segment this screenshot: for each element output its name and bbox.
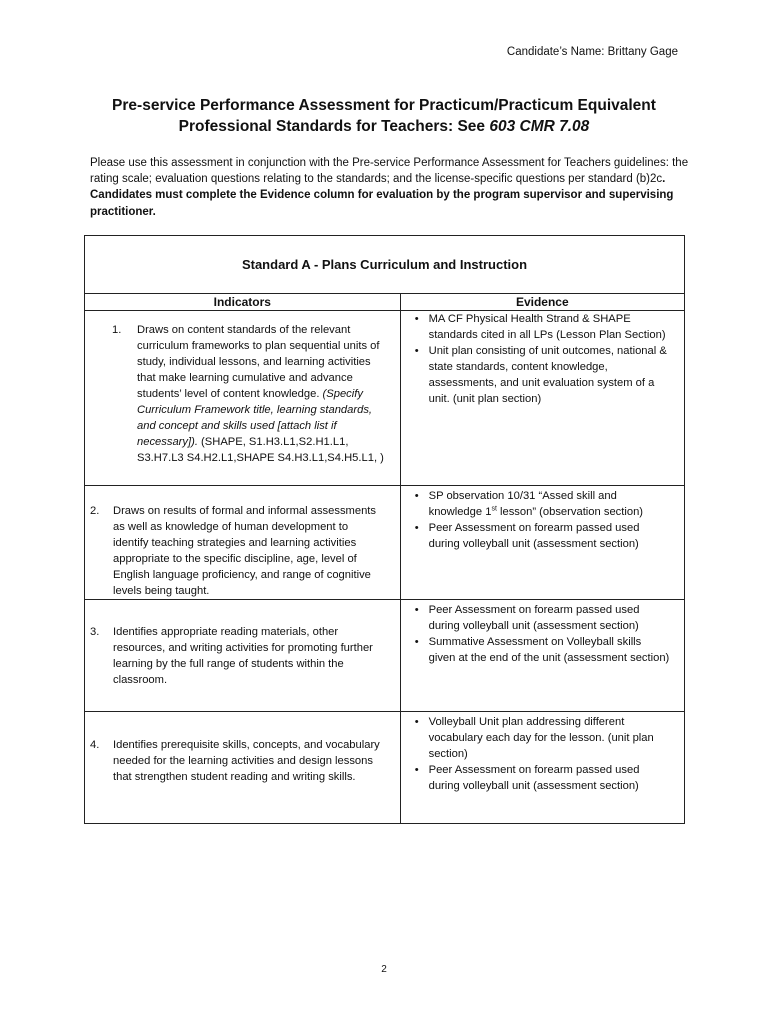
bullet: • xyxy=(414,490,419,502)
list-item xyxy=(401,311,684,343)
standard-title: Standard A - Plans Curriculum and Instruction xyxy=(85,236,685,294)
title-line-2-text: Professional Standards for Teachers: See xyxy=(178,118,490,135)
bullet: • xyxy=(414,716,419,728)
evidence-text: Peer Assessment on forearm passed used during volleyball unit (assessment section) xyxy=(428,764,640,792)
evidence-text: Unit plan consisting of unit outcomes, national & state standards, content knowledge, assessments, and unit evaluation system of a unit. (unit plan section) xyxy=(428,345,667,405)
list-item xyxy=(401,714,684,762)
evidence-cell xyxy=(400,600,684,712)
table-row xyxy=(85,600,685,712)
table-row xyxy=(85,486,685,600)
indicator-text xyxy=(137,322,386,466)
ordinal-suffix: st xyxy=(491,505,497,513)
table-row xyxy=(85,712,685,824)
evidence-cell xyxy=(400,486,684,600)
bullet: • xyxy=(414,764,419,776)
indicator-number: 1. xyxy=(112,324,122,336)
indicator-main-text: Draws on content standards of the relevant curriculum frameworks to plan sequential units of study, individual lessons, and learning activities that make learning cumulative and advance students’ level of content knowledge. xyxy=(137,324,380,400)
title-line-2 xyxy=(84,116,684,137)
evidence-text: Summative Assessment on Volleyball skills given at the end of the unit (assessment section) xyxy=(428,636,670,664)
evidence-text: Peer Assessment on forearm passed used during volleyball unit (assessment section) xyxy=(428,522,640,550)
intro-text: Please use this assessment in conjunction with the Pre-service Performance Assessment for Teachers guidelines: the rating scale; evaluation questions relating to the standards; and the license-specific questions per standard (b)2c xyxy=(90,157,689,186)
page-title xyxy=(84,95,684,137)
indicator-cell xyxy=(85,311,401,486)
bullet: • xyxy=(414,522,419,534)
evidence-text-part: lesson” (observation section) xyxy=(496,506,644,518)
indicator-cell xyxy=(85,486,401,600)
intro-bold-text: . Candidates must complete the Evidence column for evaluation by the program supervisor and supervising practitioner. xyxy=(90,173,674,218)
indicator-cell xyxy=(85,712,401,824)
indicator-number: 4. xyxy=(90,739,100,751)
evidence-text xyxy=(429,488,684,520)
list-item xyxy=(401,343,684,407)
standard-table xyxy=(84,235,685,824)
evidence-header: Evidence xyxy=(400,294,684,311)
bullet: • xyxy=(414,345,419,357)
indicator-text: Draws on results of formal and informal assessments as well as knowledge of human development to identify teaching strategies and learning activities appropriate to the specific discipline, age, level of English language proficiency, and range of cognitive levels being taught. xyxy=(113,505,377,597)
candidate-name: Candidate’s Name: Brittany Gage xyxy=(506,46,678,58)
bullet: • xyxy=(414,636,419,648)
bullet: • xyxy=(414,313,419,325)
indicators-header: Indicators xyxy=(85,294,401,311)
indicator-standards-list: (SHAPE, S1.H3.L1,S2.H1.L1, S3.H7.L3 S4.H2.L1,SHAPE S4.H3.L1,S4.H5.L1, ) xyxy=(137,436,384,464)
list-item xyxy=(401,634,684,666)
indicator-text: Identifies prerequisite skills, concepts, and vocabulary needed for the learning activities and design lessons that strengthen student reading and writing skills. xyxy=(113,739,380,783)
indicator-text: Identifies appropriate reading materials, other resources, and writing activities for promoting further learning by the full range of students within the classroom. xyxy=(113,626,373,686)
list-item xyxy=(401,520,684,552)
table-row xyxy=(85,311,685,486)
evidence-text-part: SP observation 10/31 “Assed skill and knowledge 1 xyxy=(428,490,617,518)
list-item xyxy=(401,762,684,794)
evidence-text: Peer Assessment on forearm passed used during volleyball unit (assessment section) xyxy=(428,604,640,632)
evidence-text: MA CF Physical Health Strand & SHAPE standards cited in all LPs (Lesson Plan Section) xyxy=(428,313,666,341)
title-line-1: Pre-service Performance Assessment for Practicum/Practicum Equivalent xyxy=(112,97,656,114)
title-regulation-ref: 603 CMR 7.08 xyxy=(489,118,590,135)
list-item xyxy=(401,602,684,634)
evidence-cell xyxy=(400,311,684,486)
evidence-text: Volleyball Unit plan addressing different vocabulary each day for the lesson. (unit plan section) xyxy=(428,716,654,760)
intro-paragraph xyxy=(90,155,690,220)
indicator-number: 3. xyxy=(90,626,100,638)
list-item xyxy=(401,488,684,520)
indicator-cell xyxy=(85,600,401,712)
indicator-italic-note: (Specify Curriculum Framework title, learning standards, and concept and skills used [attach list if necessary]). xyxy=(137,388,373,448)
bullet: • xyxy=(414,604,419,616)
page-number: 2 xyxy=(381,964,387,975)
indicator-number: 2. xyxy=(90,505,100,517)
evidence-cell xyxy=(400,712,684,824)
